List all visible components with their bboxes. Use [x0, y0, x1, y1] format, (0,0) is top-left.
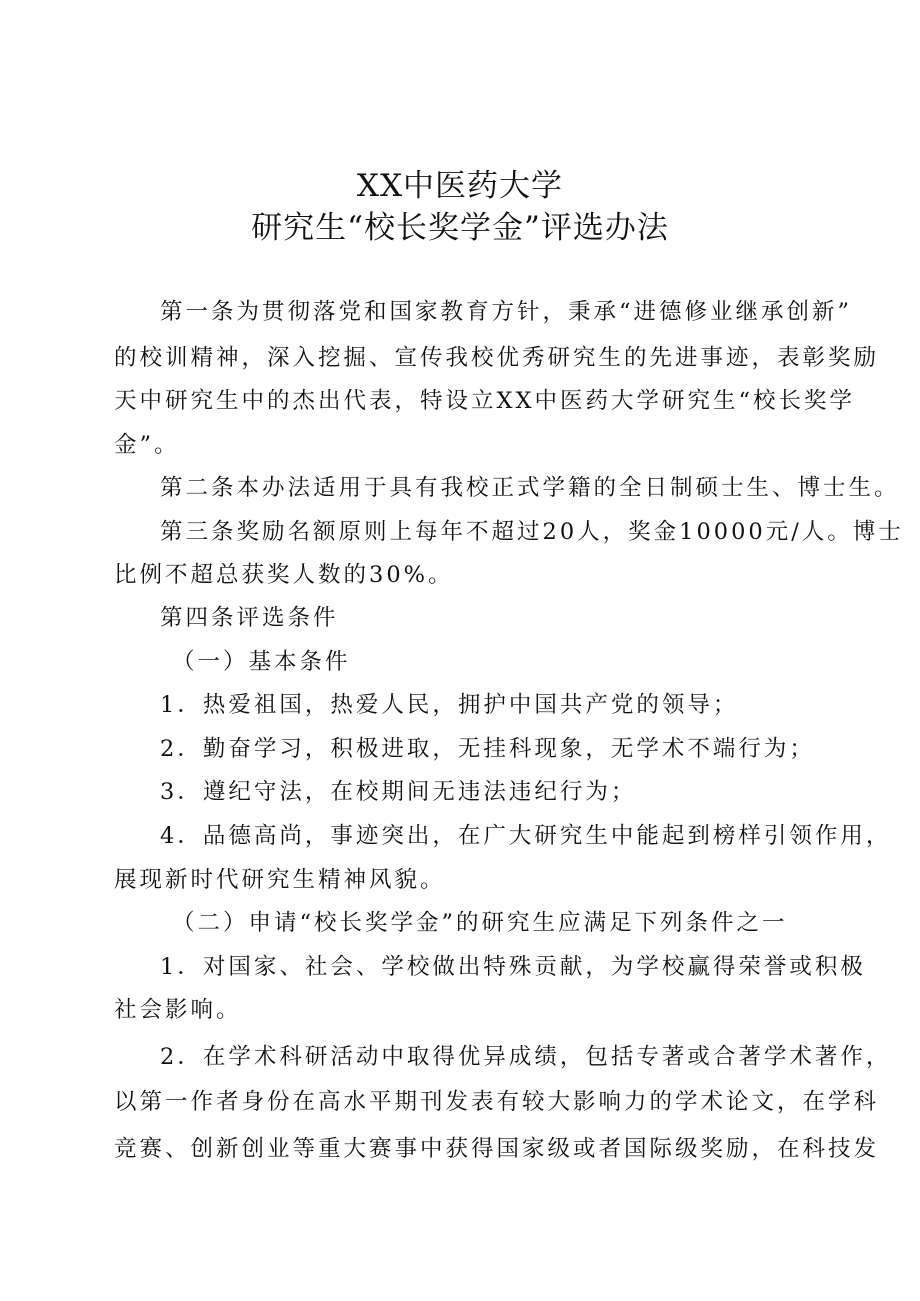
- document-title-line-2: 研究生“校长奖学金”评选办法: [251, 210, 669, 246]
- subsection-heading: （二）申请“校长奖学金”的研究生应满足下列条件之一: [172, 910, 788, 936]
- paragraph-line: 金”。: [114, 432, 180, 458]
- paragraph-line: 第二条本办法适用于具有我校正式学籍的全日制硕士生、博士生。: [160, 475, 900, 501]
- list-item: 3．遵纪守法，在校期间无违法违纪行为；: [160, 779, 637, 805]
- paragraph-line: 比例不超总获奖人数的30%。: [114, 562, 454, 588]
- document-title-line-1: XX中医药大学: [356, 168, 564, 204]
- list-item-continued: 以第一作者身份在高水平期刊发表有较大影响力的学术论文，在学科: [114, 1089, 880, 1115]
- list-item-continued: 社会影响。: [114, 997, 242, 1023]
- list-item: 2．在学术科研活动中取得优异成绩，包括专著或合著学术著作，: [160, 1044, 892, 1070]
- list-item-continued: 竞赛、创新创业等重大赛事中获得国家级或者国际级奖励，在科技发: [114, 1136, 880, 1162]
- paragraph-line: 的校训精神，深入挖掘、宣传我校优秀研究生的先进事迹，表彰奖励: [114, 345, 880, 371]
- section-heading: 第四条评选条件: [160, 605, 339, 631]
- list-item: 1．对国家、社会、学校做出特殊贡献，为学校赢得荣誉或积极: [160, 954, 866, 980]
- list-item: 4．品德高尚，事迹突出，在广大研究生中能起到榜样引领作用，: [160, 823, 892, 849]
- paragraph-line: 第三条奖励名额原则上每年不超过20人，奖金10000元/人。博士: [160, 519, 904, 545]
- list-item: 1．热爱祖国，热爱人民，拥护中国共产党的领导；: [160, 692, 739, 718]
- list-item: 2．勤奋学习，积极进取，无挂科现象，无学术不端行为；: [160, 736, 815, 762]
- paragraph-line: 天中研究生中的杰出代表，特设立XX中医药大学研究生“校长奖学: [114, 388, 856, 414]
- subsection-heading: （一）基本条件: [172, 649, 351, 675]
- list-item-continued: 展现新时代研究生精神风貌。: [114, 867, 446, 893]
- paragraph-line: 第一条为贯彻落党和国家教育方针，秉承“进德修业继承创新”: [160, 299, 853, 325]
